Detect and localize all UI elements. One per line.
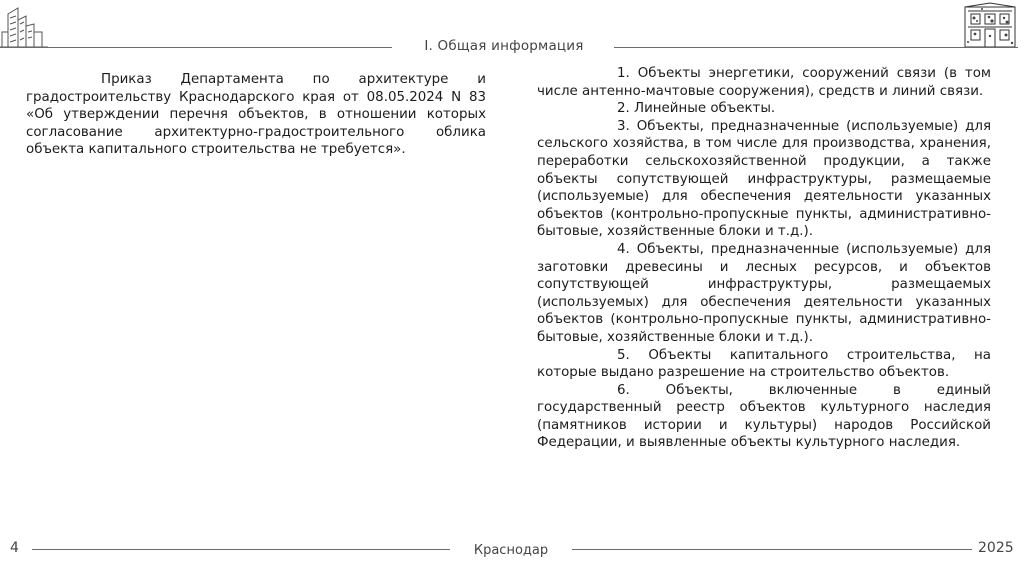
list-item: 6. Объекты, включенные в единый государственный реестр объектов культурного наследия (памятников истории и культуры) народов Российской Федерации, и выявленные объекты культурного наследия. [537, 382, 991, 451]
list-item: 1. Объекты энергетики, сооружений связи (в том числе антенно-мачтовые сооружения), средств и линий связи. [537, 66, 991, 99]
building-sketch-icon [0, 2, 48, 48]
list-item: 5. Объекты капитального строительства, на которые выдано разрешение на строительство объектов. [537, 347, 991, 381]
header-rule-left [0, 47, 392, 48]
footer-rule-right [572, 549, 972, 550]
footer-city: Краснодар [473, 543, 549, 558]
list-item: 3. Объекты, предназначенные (используемые) для сельского хозяйства, в том числе для производства, хранения, переработки сельскохозяйственной продукции, а также объекты сопутствующей инфраструктуры, размещаемые (используемые) для обеспечения деятельности указанных объектов (контрольно-пропускные пункты, административно-бытовые, хозяйственные блоки и т.д.). [537, 118, 991, 240]
header-rule-right [614, 47, 1018, 48]
footer-rule-left [32, 549, 450, 550]
left-text-column [26, 71, 486, 159]
order-paragraph: Приказ Департамента по архитектуре и градостроительству Краснодарского края от 08.05.2024 N 83 «Об утверждении перечня объектов, в отношении которых согласование архитектурно-градостроительного облика объекта капитального строительства не требуется». [26, 72, 486, 158]
page-number: 4 [10, 540, 19, 556]
list-item: 4. Объекты, предназначенные (используемые) для заготовки древесины и лесных ресурсов, и объектов сопутствующей инфраструктуры, размещаемых (используемых) для обеспечения деятельности указанных объектов (контрольно-пропускные пункты, административно-бытовые, хозяйственные блоки и т.д.). [537, 241, 991, 345]
right-text-column [537, 65, 991, 452]
building-facade-sketch-icon [962, 2, 1018, 48]
footer-year: 2025 [978, 540, 1014, 556]
list-item: 2. Линейные объекты. [617, 101, 776, 117]
section-title: I. Общая информация [424, 38, 584, 54]
